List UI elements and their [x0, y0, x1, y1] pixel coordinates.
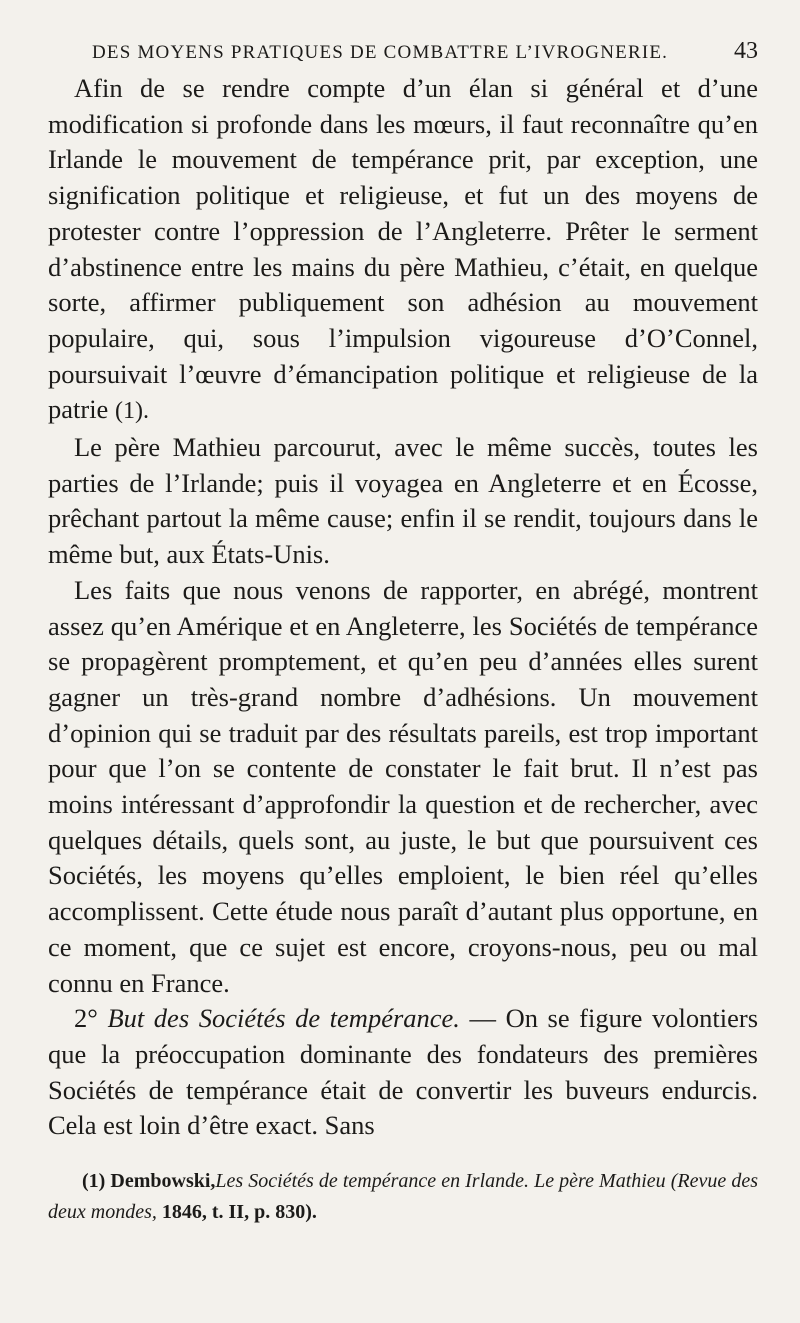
body-text [48, 71, 758, 1144]
paragraph-1 [48, 71, 758, 430]
footnote-line [48, 1166, 758, 1228]
section-number: 2° [74, 1003, 98, 1034]
footnote [48, 1166, 758, 1228]
footnote-title: Les Sociétés de tempérance en Irlande. Le père Mathieu [215, 1170, 666, 1193]
running-head [92, 38, 758, 65]
paragraph-1-text: Afin de se rendre compte d’un élan si général et d’une modification si profonde dans les mœurs, il faut reconnaître qu’en Irlande le mouvement de tempérance prit, par exception, une signification politique et religieuse, et fut un des moyens de protester contre l’oppression de l’Angleterre. Prêter le serment d’abstinence entre les mains du père Mathieu, c’était, en quelque sorte, affirmer publiquement son adhésion au mouvement populaire, qui, sous l’impulsion vigoureuse d’O’Connel, poursuivait l’œuvre d’émancipation politique et religieuse de la patrie [48, 73, 758, 425]
page-number: 43 [734, 38, 758, 64]
footnote-author: Dembowski, [110, 1170, 216, 1193]
section-heading: But des Sociétés de tempérance. [107, 1003, 460, 1034]
footnote-pubinfo: 1846, t. II, p. 830). [161, 1201, 317, 1224]
footnote-marker: (1) [82, 1170, 106, 1193]
section-paragraph [48, 1001, 758, 1144]
footnote-journal: (Revue des deux mondes, [48, 1170, 759, 1224]
running-head-title: DES MOYENS PRATIQUES DE COMBATTRE L’IVROGNERIE. [92, 42, 669, 63]
paragraph-2: Le père Mathieu parcourut, avec le même succès, toutes les parties de l’Irlande; puis il voyagea en Angleterre et en Écosse, prêchant partout la même cause; enfin il se rendit, toujours dans le même but, aux États-Unis. [48, 432, 758, 570]
section-text: — On se figure volontiers que la préoccupation dominante des fondateurs des premières Sociétés de tempérance était de convertir les buveurs endurcis. Cela est loin d’être exact. Sans [48, 1003, 759, 1141]
paragraph-3: Les faits que nous venons de rapporter, en abrégé, montrent assez qu’en Amérique et en Angleterre, les Sociétés de tempérance se propagèrent promptement, et qu’en peu d’années elles surent gagner un très-grand nombre d’adhésions. Un mouvement d’opinion qui se traduit par des résultats pareils, est trop important pour que l’on se contente de constater le fait brut. Il n’est pas moins intéressant d’approfondir la question et de rechercher, avec quelques détails, quels sont, au juste, le but que poursuivent ces Sociétés, les moyens qu’elles emploient, le bien réel qu’elles accomplissent. Cette étude nous paraît d’autant plus opportune, en ce moment, que ce sujet est encore, croyons-nous, peu ou mal connu en France. [48, 574, 758, 998]
footnote-reference: (1). [114, 398, 149, 425]
